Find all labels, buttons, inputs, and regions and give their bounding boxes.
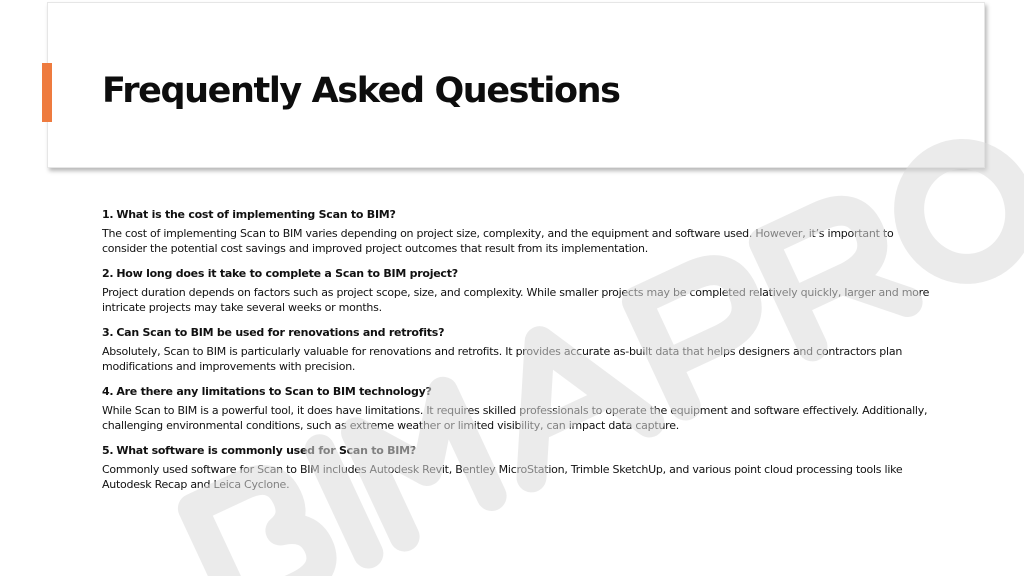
faq-item <box>102 324 937 374</box>
faq-answer: While Scan to BIM is a powerful tool, it does have limitations. It requires skilled professionals to operate the equipment and software effectively. Additionally, challenging environmental conditions, such as extreme weather or limited visibility, can impact data capture. <box>102 404 928 432</box>
faq-question <box>102 324 937 341</box>
faq-number: 5. <box>102 444 114 457</box>
faq-question-text: Can Scan to BIM be used for renovations and retrofits? <box>116 326 445 339</box>
faq-item <box>102 442 937 492</box>
faq-question <box>102 442 937 459</box>
faq-answer: The cost of implementing Scan to BIM varies depending on project size, complexity, and the equipment and software used. However, it’s important to consider the potential cost savings and improved project outcomes that result from its implementation. <box>102 227 894 255</box>
faq-question-text: What software is commonly used for Scan to BIM? <box>116 444 416 457</box>
faq-item <box>102 206 937 256</box>
faq-number: 3. <box>102 326 114 339</box>
faq-number: 4. <box>102 385 114 398</box>
faq-question <box>102 265 937 282</box>
faq-number: 1. <box>102 208 114 221</box>
faq-answer: Absolutely, Scan to BIM is particularly valuable for renovations and retrofits. It provides accurate as-built data that helps designers and contractors plan modifications and improvements with precision. <box>102 345 903 373</box>
faq-item <box>102 265 937 315</box>
faq-item <box>102 383 937 433</box>
faq-list <box>102 206 937 501</box>
faq-question <box>102 206 937 223</box>
faq-question-text: What is the cost of implementing Scan to BIM? <box>116 208 396 221</box>
faq-question-text: How long does it take to complete a Scan to BIM project? <box>116 267 458 280</box>
faq-answer: Project duration depends on factors such as project scope, size, and complexity. While smaller projects may be completed relatively quickly, larger and more intricate projects may take several weeks or months. <box>102 286 930 314</box>
faq-number: 2. <box>102 267 114 280</box>
faq-answer: Commonly used software for Scan to BIM includes Autodesk Revit, Bentley MicroStation, Trimble SketchUp, and various point cloud processing tools like Autodesk Recap and Leica Cyclone. <box>102 463 903 491</box>
page-title: Frequently Asked Questions <box>102 71 620 111</box>
faq-question <box>102 383 937 400</box>
title-accent-bar <box>42 63 52 122</box>
faq-question-text: Are there any limitations to Scan to BIM technology? <box>116 385 432 398</box>
